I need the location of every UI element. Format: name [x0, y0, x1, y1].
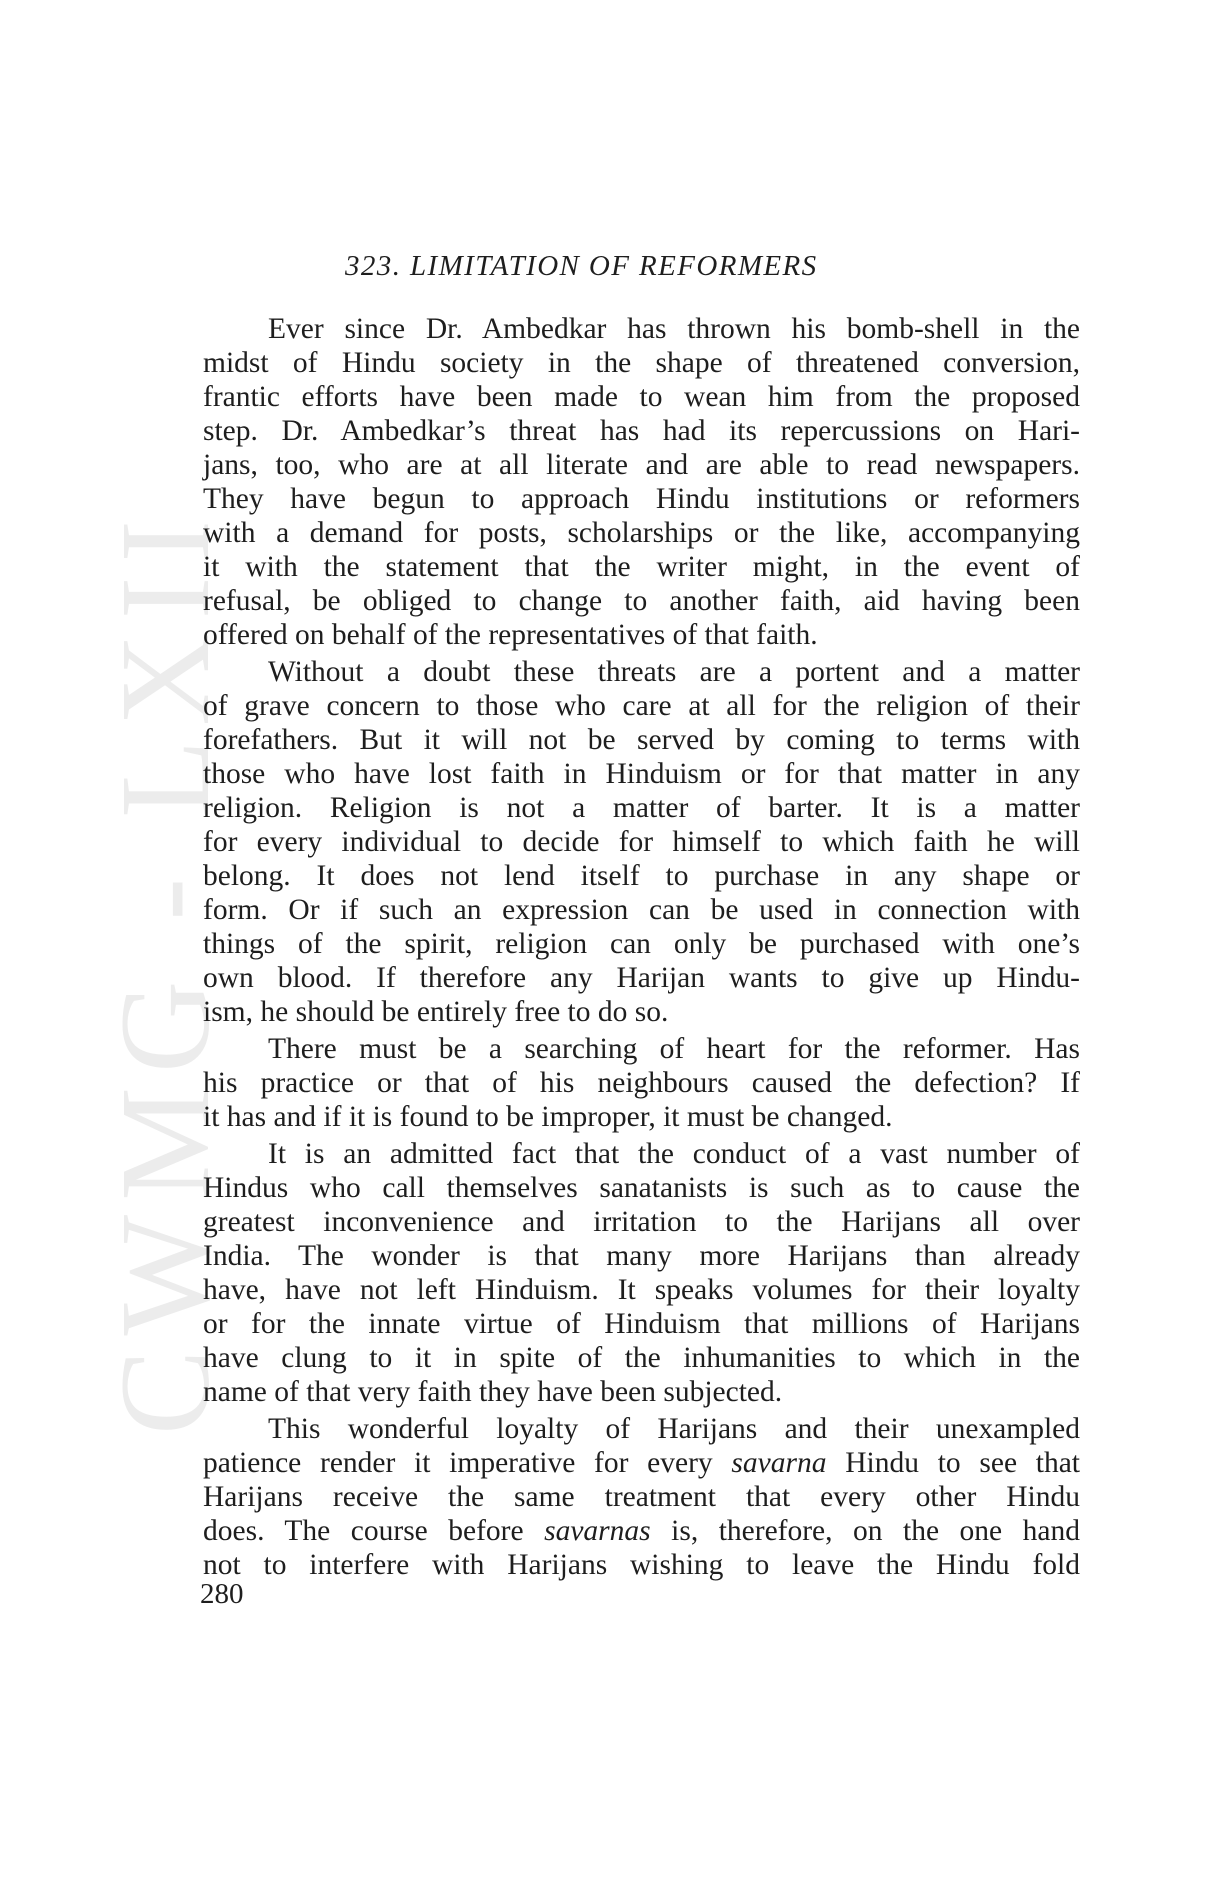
text-line: Hindus who call themselves sanatanists is such as to cause the [203, 1172, 1080, 1204]
text-line: things of the spirit, religion can only be purchased with one’s [203, 928, 1080, 960]
text-line: it with the statement that the writer might, in the event of [203, 551, 1080, 583]
text-line: Ever since Dr. Ambedkar has thrown his bomb-shell in the [268, 313, 1080, 345]
text-line: India. The wonder is that many more Harijans than already [203, 1240, 1080, 1272]
text-line: offered on behalf of the representatives of that faith. [203, 619, 818, 651]
page-title: 323. LIMITATION OF REFORMERS [345, 250, 818, 282]
text-line: forefathers. But it will not be served by coming to terms with [203, 724, 1080, 756]
text-line: This wonderful loyalty of Harijans and their unexampled [268, 1413, 1080, 1445]
text-line: Harijans receive the same treatment that every other Hindu [203, 1481, 1080, 1513]
text-line: midst of Hindu society in the shape of threatened conversion, [203, 347, 1080, 379]
text-line: It is an admitted fact that the conduct of a vast number of [268, 1138, 1080, 1170]
text-line: jans, too, who are at all literate and are able to read newspapers. [203, 449, 1080, 481]
paragraph [203, 655, 1080, 1029]
text-line: patience render it imperative for every savarna Hindu to see that [203, 1447, 1080, 1479]
text-line: not to interfere with Harijans wishing to leave the Hindu fold [203, 1549, 1080, 1581]
text-line: Without a doubt these threats are a portent and a matter [268, 656, 1080, 688]
text-line: or for the innate virtue of Hinduism that millions of Harijans [203, 1308, 1080, 1340]
text-line: for every individual to decide for himself to which faith he will [203, 826, 1080, 858]
paragraph [203, 312, 1080, 652]
text-line: form. Or if such an expression can be used in connection with [203, 894, 1080, 926]
text-line: name of that very faith they have been subjected. [203, 1376, 783, 1408]
paragraph [203, 1032, 1080, 1134]
text-line: his practice or that of his neighbours caused the defection? If [203, 1067, 1080, 1099]
page-number: 280 [200, 1578, 244, 1610]
text-line: own blood. If therefore any Harijan wants to give up Hindu- [203, 962, 1080, 994]
text-line: They have begun to approach Hindu institutions or reformers [203, 483, 1080, 515]
text-line: it has and if it is found to be improper, it must be changed. [203, 1101, 893, 1133]
text-line: those who have lost faith in Hinduism or for that matter in any [203, 758, 1080, 790]
text-line: have, have not left Hinduism. It speaks volumes for their loyalty [203, 1274, 1080, 1306]
text-line: ism, he should be entirely free to do so. [203, 996, 669, 1028]
paragraph [203, 1412, 1080, 1582]
text-line: There must be a searching of heart for the reformer. Has [268, 1033, 1080, 1065]
text-line: of grave concern to those who care at all for the religion of their [203, 690, 1080, 722]
text-line: belong. It does not lend itself to purchase in any shape or [203, 860, 1080, 892]
text-line: with a demand for posts, scholarships or the like, accompanying [203, 517, 1080, 549]
text-line: religion. Religion is not a matter of barter. It is a matter [203, 792, 1080, 824]
paragraph [203, 1137, 1080, 1409]
text-line: frantic efforts have been made to wean him from the proposed [203, 381, 1080, 413]
watermark-text: CWMG - LXII [93, 505, 236, 1435]
watermark [93, 505, 236, 1435]
article-body [203, 312, 1080, 1582]
text-line: does. The course before savarnas is, therefore, on the one hand [203, 1515, 1080, 1547]
text-line: greatest inconvenience and irritation to the Harijans all over [203, 1206, 1080, 1238]
text-line: refusal, be obliged to change to another faith, aid having been [203, 585, 1080, 617]
text-line: have clung to it in spite of the inhumanities to which in the [203, 1342, 1080, 1374]
text-line: step. Dr. Ambedkar’s threat has had its repercussions on Hari- [203, 415, 1080, 447]
